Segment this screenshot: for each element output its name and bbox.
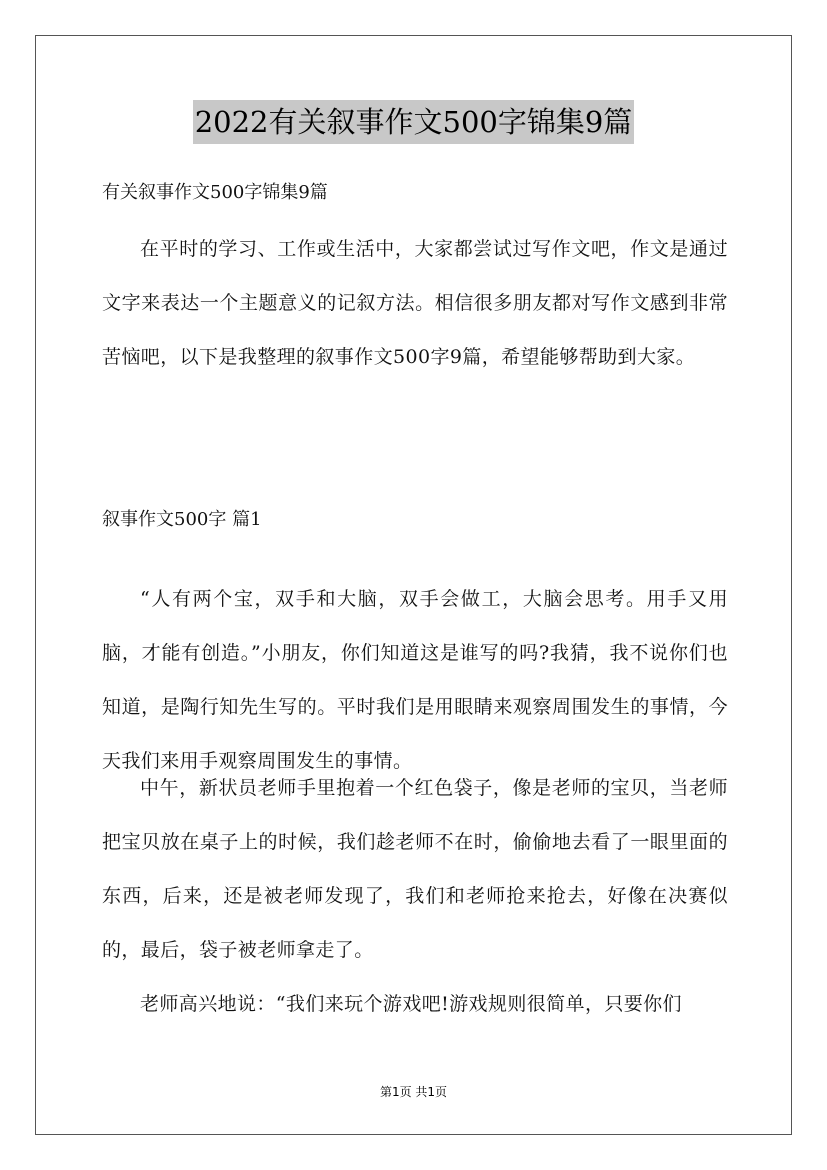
body-paragraph-2: 中午，新状员老师手里抱着一个红色袋子，像是老师的宝贝，当老师把宝贝放在桌子上的时候，我们趁老师不在时，偷偷地去看了一眼里面的东西，后来，还是被老师发现了，我们和老师抢来抢去，好像在决赛似的，最后，袋子被老师拿走了。: [102, 777, 728, 961]
body-paragraph-1: “人有两个宝，双手和大脑，双手会做工，大脑会思考。用手又用脑，才能有创造。”小朋友，你们知道这是谁写的吗?我猜，我不说你们也知道，是陶行知先生写的。平时我们是用眼睛来观察周围发生的事情，今天我们来用手观察周围发生的事情。: [102, 588, 728, 772]
page-footer: 第1页 共1页: [379, 1085, 448, 1099]
title-container: [0, 100, 827, 144]
document-title: 2022有关叙事作文500字锦集9篇: [193, 100, 635, 144]
body-paragraph-3: 老师高兴地说：“我们来玩个游戏吧!游戏规则很简单，只要你们: [140, 993, 682, 1015]
intro-paragraph: 在平时的学习、工作或生活中，大家都尝试过写作文吧，作文是通过文字来表达一个主题意义的记叙方法。相信很多朋友都对写作文感到非常苦恼吧，以下是我整理的叙事作文500字9篇，希望能够帮助到大家。: [102, 238, 728, 368]
section-heading: 叙事作文500字 篇1: [102, 509, 262, 530]
document-subtitle: 有关叙事作文500字锦集9篇: [102, 182, 328, 203]
